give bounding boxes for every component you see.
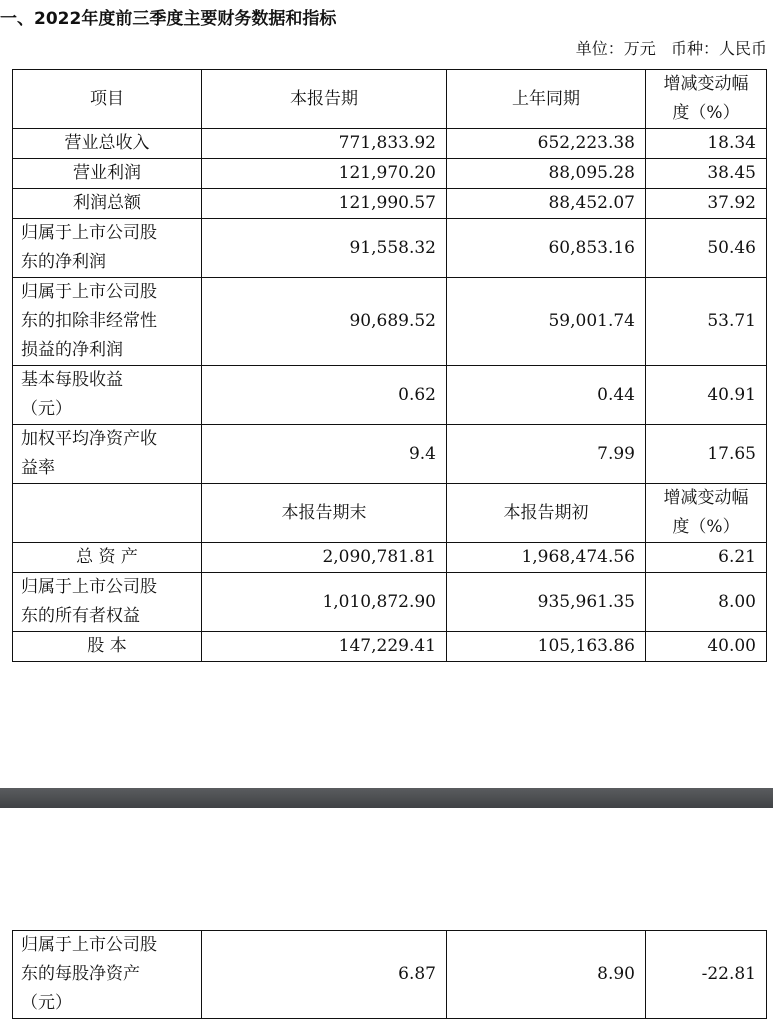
cell-prior: 0.44 (447, 366, 646, 425)
table-row (13, 632, 767, 662)
row-label (13, 189, 202, 219)
row-label (13, 129, 202, 159)
table-row (13, 573, 767, 632)
header-change (646, 70, 767, 129)
cell-prior: 59,001.74 (447, 278, 646, 366)
cell-current: 0.62 (202, 366, 447, 425)
financial-data-table-continued (12, 930, 767, 1019)
row-label (13, 278, 202, 366)
table-header-row (13, 484, 767, 543)
row-label (13, 632, 202, 662)
row-label (13, 573, 202, 632)
row-label-line: 东的净利润 (21, 252, 106, 272)
header-change-line: 度（%） (672, 103, 740, 123)
cell-current: 1,010,872.90 (202, 573, 447, 632)
table-row (13, 219, 767, 278)
table-row (13, 159, 767, 189)
cell-change: 8.00 (646, 573, 767, 632)
row-label (13, 366, 202, 425)
cell-change: -22.81 (646, 931, 767, 1019)
cell-current: 771,833.92 (202, 129, 447, 159)
row-label-line: 归属于上市公司股 (21, 282, 157, 302)
header-change-line: 增减变动幅 (663, 74, 749, 94)
cell-prior: 8.90 (447, 931, 646, 1019)
cell-prior: 60,853.16 (447, 219, 646, 278)
row-label-line: 东的扣除非经常性 (21, 311, 157, 331)
row-label (13, 219, 202, 278)
section-title: 一、2022年度前三季度主要财务数据和指标 (0, 9, 337, 29)
cell-prior: 7.99 (447, 425, 646, 484)
cell-prior: 105,163.86 (447, 632, 646, 662)
header-change (646, 484, 767, 543)
table-row (13, 278, 767, 366)
header-change-line: 度（%） (672, 517, 740, 537)
cell-change: 18.34 (646, 129, 767, 159)
header-item: 项目 (13, 70, 202, 129)
row-label-line: 归属于上市公司股 (21, 223, 157, 243)
cell-prior: 88,452.07 (447, 189, 646, 219)
page-break-bar (0, 788, 773, 808)
header-current: 本报告期末 (202, 484, 447, 543)
cell-change: 53.71 (646, 278, 767, 366)
cell-change: 40.91 (646, 366, 767, 425)
table-row (13, 425, 767, 484)
row-label-line: 利润总额 (73, 193, 141, 213)
cell-change: 17.65 (646, 425, 767, 484)
row-label (13, 425, 202, 484)
cell-current: 90,689.52 (202, 278, 447, 366)
cell-current: 121,970.20 (202, 159, 447, 189)
row-label-line: 基本每股收益 (21, 370, 123, 390)
row-label-line: 归属于上市公司股 (21, 935, 157, 955)
row-label (13, 543, 202, 573)
cell-change: 40.00 (646, 632, 767, 662)
table-row (13, 366, 767, 425)
cell-current: 147,229.41 (202, 632, 447, 662)
row-label-line: 营业总收入 (64, 133, 150, 153)
row-label-line: （元） (21, 399, 72, 419)
cell-prior: 88,095.28 (447, 159, 646, 189)
table-row (13, 543, 767, 573)
header-item (13, 484, 202, 543)
row-label-line: 损益的净利润 (21, 340, 123, 360)
row-label (13, 159, 202, 189)
cell-current: 2,090,781.81 (202, 543, 447, 573)
row-label-line: 归属于上市公司股 (21, 577, 157, 597)
header-current: 本报告期 (202, 70, 447, 129)
cell-change: 37.92 (646, 189, 767, 219)
header-change-line: 增减变动幅 (663, 488, 749, 508)
cell-change: 50.46 (646, 219, 767, 278)
row-label-line: 东的每股净资产 (21, 964, 140, 984)
table-header-row (13, 70, 767, 129)
table-row (13, 189, 767, 219)
cell-prior: 652,223.38 (447, 129, 646, 159)
header-prior: 本报告期初 (447, 484, 646, 543)
row-label-line: 益率 (21, 458, 55, 478)
table-row (13, 931, 767, 1019)
row-label (13, 931, 202, 1019)
cell-change: 6.21 (646, 543, 767, 573)
row-label-line: （元） (21, 993, 72, 1013)
cell-current: 91,558.32 (202, 219, 447, 278)
row-label-line: 东的所有者权益 (21, 606, 140, 626)
cell-current: 6.87 (202, 931, 447, 1019)
cell-current: 121,990.57 (202, 189, 447, 219)
cell-prior: 935,961.35 (447, 573, 646, 632)
row-label-line: 加权平均净资产收 (21, 429, 157, 449)
table-row (13, 129, 767, 159)
cell-current: 9.4 (202, 425, 447, 484)
cell-prior: 1,968,474.56 (447, 543, 646, 573)
header-prior: 上年同期 (447, 70, 646, 129)
cell-change: 38.45 (646, 159, 767, 189)
row-label-line: 股 本 (87, 636, 127, 656)
row-label-line: 营业利润 (73, 163, 141, 183)
unit-currency-note: 单位：万元 币种：人民币 (575, 39, 767, 58)
financial-data-table (12, 69, 767, 662)
row-label-line: 总 资 产 (76, 547, 138, 567)
